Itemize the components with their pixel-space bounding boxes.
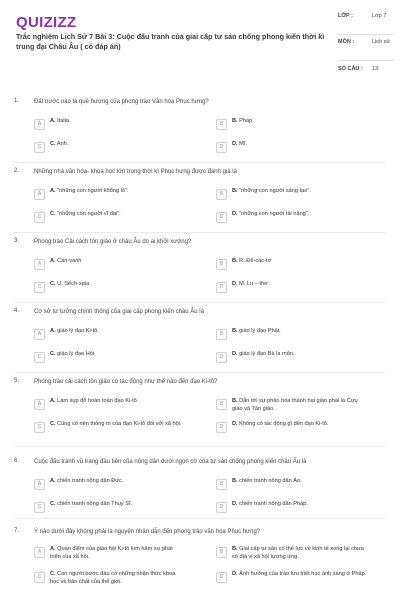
option-letter-box: C [34, 212, 45, 223]
option-content: Con người bước đầu có những nhận thức khoa học về bản chất của thế giới. [50, 571, 176, 585]
option-letter-box: B [216, 189, 227, 200]
question-divider [14, 446, 386, 447]
option-label: B. [232, 118, 238, 124]
option-a[interactable] [34, 188, 194, 202]
option-content: Củng cố nền thống trị của đạo Ki-tô đối với xã hội. [57, 421, 182, 427]
option-content: Anh. [56, 141, 69, 147]
option-label: D. [232, 141, 238, 147]
option-content: M. Lu – thơ [239, 281, 268, 287]
option-text [50, 328, 185, 336]
option-content: chiến tranh nông dân Thụy Sĩ. [57, 501, 132, 507]
option-b[interactable] [216, 118, 386, 132]
option-label: B. [232, 546, 238, 552]
option-letter-box: D [216, 572, 227, 583]
option-label: C. [50, 281, 56, 287]
option-text [232, 281, 367, 289]
option-text [232, 258, 367, 266]
option-letter-box: C [34, 142, 45, 153]
option-a[interactable] [34, 546, 194, 560]
worksheet-header [0, 0, 400, 86]
option-letter-box: A [34, 547, 45, 558]
option-content: giáo lý đạo Hồi. [57, 351, 96, 357]
question-number: 6. [14, 458, 20, 464]
option-content: Giai cấp tư sản có thế lực về kinh tế xong lại chưa có địa vị xã hội tương ứng. [232, 546, 364, 560]
option-c[interactable] [34, 421, 194, 435]
worksheet-title: Trắc nghiệm Lịch Sử 7 Bài 3: Cuộc đấu tranh của giai cấp tư sản chống phong kiến thời kì trung đại Châu Âu ( có đáp án) [16, 32, 325, 51]
option-letter-box: A [34, 399, 45, 410]
option-label: B. [232, 328, 238, 334]
option-text [232, 546, 367, 561]
option-label: B. [232, 258, 238, 264]
question-number: 7. [14, 528, 20, 534]
option-content: Pháp. [239, 118, 254, 124]
option-label: D. [232, 501, 238, 507]
option-content: giáo lý đạo Phật. [239, 328, 281, 334]
option-text [232, 501, 367, 509]
question-text: Đất nước nào là quê hương của phong trào Văn hóa Phục hưng? [34, 99, 209, 105]
option-content: chiến tranh nông dân Pháp. [239, 501, 308, 507]
option-content: Làm sụp đổ hoàn toàn đạo Ki-tô. [57, 398, 139, 404]
question-text: Ý nào dưới đây không phải là nguyên nhân dẫn đến phong trào văn hóa Phục hưng? [34, 529, 261, 535]
option-label: C. [50, 351, 56, 357]
meta-label-subject: MÔN : [338, 39, 355, 45]
option-content: Mĩ. [239, 141, 247, 147]
option-text [50, 141, 185, 149]
option-letter-box: C [34, 572, 45, 583]
question-text: Phong trào Cải cách tôn giáo ở châu Âu do ai khởi xướng? [34, 239, 192, 245]
option-content: Italia. [57, 118, 71, 124]
option-content: "những con người sáng tạo". [239, 188, 311, 194]
option-label: A. [50, 328, 56, 334]
option-b[interactable] [216, 258, 386, 272]
option-letter-box: B [216, 259, 227, 270]
option-a[interactable] [34, 328, 194, 342]
option-letter-box: C [34, 282, 45, 293]
option-label: B. [232, 398, 238, 404]
option-text [232, 571, 367, 579]
option-label: D. [232, 421, 238, 427]
option-text [232, 211, 367, 219]
option-label: D. [232, 211, 238, 217]
option-letter-box: A [34, 259, 45, 270]
option-label: A. [50, 258, 56, 264]
option-text [232, 118, 367, 126]
option-text [232, 141, 367, 149]
option-d[interactable] [216, 141, 386, 155]
option-content: Dẫn tới sự phân hóa thành hai giáo phái là Cựu giáo và Tân giáo. [232, 398, 358, 412]
option-c[interactable] [34, 141, 194, 155]
option-content: "những con người vĩ đại". [57, 211, 121, 217]
question-divider [14, 232, 386, 233]
option-label: A. [50, 188, 56, 194]
option-a[interactable] [34, 118, 194, 132]
option-label: C. [50, 571, 56, 577]
option-content: R. Đê-các-tơ [239, 258, 272, 264]
option-letter-box: B [216, 399, 227, 410]
option-text [50, 258, 185, 266]
option-c[interactable] [34, 211, 194, 225]
option-d[interactable] [216, 211, 386, 225]
option-label: D. [232, 351, 238, 357]
option-text [232, 478, 367, 486]
option-letter-box: D [216, 502, 227, 513]
option-b[interactable] [216, 546, 386, 560]
option-text [50, 571, 185, 586]
option-letter-box: D [216, 142, 227, 153]
option-letter-box: A [34, 119, 45, 130]
option-text [232, 398, 367, 413]
option-c[interactable] [34, 351, 194, 365]
option-label: A. [50, 118, 56, 124]
meta-label-class: LỚP : [338, 13, 353, 19]
option-content: U. Sếch-xpia [57, 281, 90, 287]
option-letter-box: A [34, 329, 45, 340]
option-content: chiến tranh nông dân Đức. [57, 478, 124, 484]
option-letter-box: D [216, 352, 227, 363]
option-letter-box: C [34, 422, 45, 433]
option-d[interactable] [216, 501, 386, 515]
option-content: Ảnh hưởng của trào lưu triết học ánh sáng ở Pháp. [239, 571, 367, 577]
question-divider [14, 162, 386, 163]
option-content: "những con người khổng lồ". [57, 188, 129, 194]
meta-value-count: 13 [372, 66, 379, 72]
option-a[interactable] [34, 398, 194, 412]
quizizz-logo: QUIZIZZ [16, 14, 77, 31]
option-b[interactable] [216, 328, 386, 342]
option-letter-box: D [216, 422, 227, 433]
option-text [50, 281, 185, 289]
option-b[interactable] [216, 478, 386, 492]
option-label: C. [50, 501, 56, 507]
option-letter-box: D [216, 212, 227, 223]
option-label: B. [232, 188, 238, 194]
option-label: A. [50, 478, 56, 484]
option-text [232, 351, 367, 359]
option-text [232, 188, 367, 196]
option-letter-box: B [216, 547, 227, 558]
option-content: giáo lý đạo Ki-tô. [57, 328, 99, 334]
option-content: "những con người tài năng". [239, 211, 310, 217]
option-letter-box: B [216, 119, 227, 130]
question-text: Cơ sở tư tưởng chính thống của giai cấp phong kiến châu Âu là [34, 309, 204, 315]
question-divider [14, 302, 386, 303]
meta-value-class: Lớp 7 [372, 13, 387, 19]
option-label: D. [232, 571, 238, 577]
option-content: Quan điểm của giáo hội Ki-tô kìm hãm sự phát triển của xã hội. [50, 546, 173, 560]
question-number: 3. [14, 238, 20, 244]
option-d[interactable] [216, 351, 386, 365]
option-letter-box: C [34, 352, 45, 363]
option-letter-box: C [34, 502, 45, 513]
meta-divider [338, 34, 394, 35]
option-label: C. [50, 211, 56, 217]
question-divider [14, 372, 386, 373]
question-text: Cuộc đấu tranh vũ trang đầu tiên của nông dân dưới ngọn cờ của tư sản chống phong kiến châu Âu là [34, 459, 307, 465]
question-divider [14, 518, 386, 519]
option-label: A. [50, 398, 56, 404]
option-text [50, 501, 185, 509]
option-letter-box: B [216, 329, 227, 340]
option-text [50, 478, 185, 486]
option-c[interactable] [34, 501, 194, 515]
meta-label-count: SỐ CÂU : [338, 66, 363, 72]
option-a[interactable] [34, 478, 194, 492]
option-content: Không có tác động gì đến đạo Ki-tô. [239, 421, 329, 427]
option-d[interactable] [216, 571, 386, 585]
option-b[interactable] [216, 398, 386, 412]
option-text [50, 421, 185, 429]
option-letter-box: D [216, 282, 227, 293]
option-label: C. [50, 141, 56, 147]
option-text [50, 118, 185, 126]
option-label: D. [232, 281, 238, 287]
question-text: Những nhà văn hóa- khoa học lớn trong thời kì Phục hưng được đánh giá là [34, 169, 237, 175]
option-label: A. [50, 546, 56, 552]
option-text [50, 398, 185, 406]
option-text [232, 328, 367, 336]
meta-divider [338, 60, 394, 61]
question-text: Phong trào cải cách tôn giáo có tác động như thế nào đến đạo Ki-tô? [34, 379, 218, 385]
option-text [50, 188, 185, 196]
option-b[interactable] [216, 188, 386, 202]
option-content: Can-vanh [57, 258, 82, 264]
question-number: 1. [14, 98, 20, 104]
option-c[interactable] [34, 571, 194, 585]
option-c[interactable] [34, 281, 194, 295]
option-label: B. [232, 478, 238, 484]
option-label: C. [50, 421, 56, 427]
option-text [50, 211, 185, 219]
option-text [232, 421, 367, 429]
option-a[interactable] [34, 258, 194, 272]
option-letter-box: B [216, 479, 227, 490]
option-content: giáo lý đạo Bà la môn. [239, 351, 295, 357]
option-d[interactable] [216, 281, 386, 295]
option-letter-box: A [34, 479, 45, 490]
question-number: 4. [14, 308, 20, 314]
option-d[interactable] [216, 421, 386, 435]
option-text [50, 546, 185, 561]
option-content: chiến tranh nông dân Áo. [239, 478, 302, 484]
question-number: 5. [14, 378, 20, 384]
meta-value-subject: Lịch sử [372, 39, 391, 45]
question-number: 2. [14, 168, 20, 174]
option-letter-box: A [34, 189, 45, 200]
option-text [50, 351, 185, 359]
